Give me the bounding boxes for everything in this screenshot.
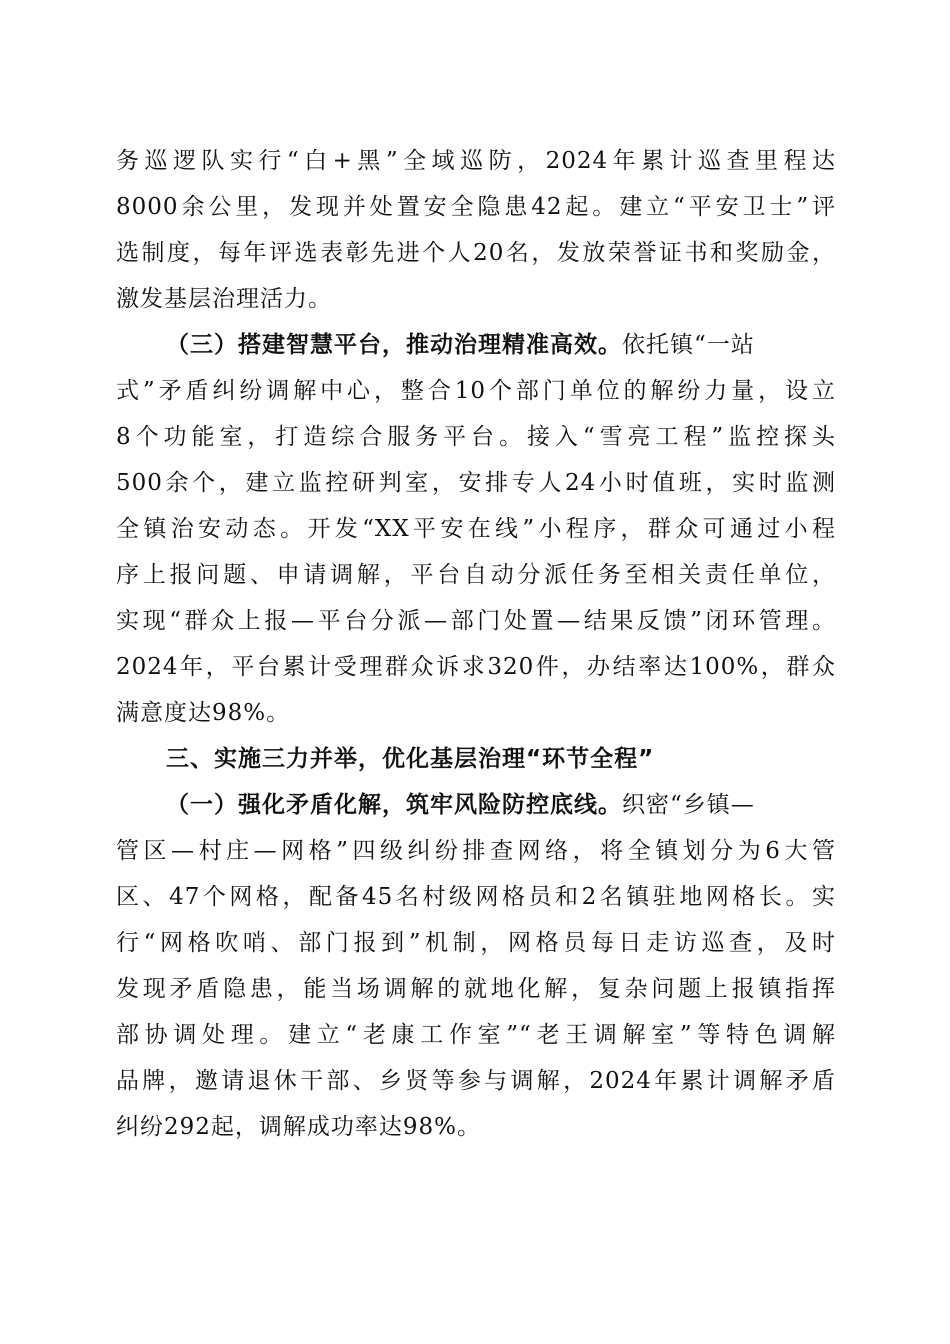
paragraph-line: 全镇治安动态。开发“XX平安在线”小程序，群众可通过小程: [116, 516, 836, 542]
paragraph-line: 8000余公里，发现并处置安全隐患42起。建立“平安卫士”评: [116, 194, 836, 220]
section-heading: 三、实施三力并举，优化基层治理“环节全程”: [166, 746, 655, 772]
paragraph-subheading: （一）强化矛盾化解，筑牢风险防控底线。: [166, 792, 622, 818]
paragraph-line: 部协调处理。建立“老康工作室”“老王调解室”等特色调解: [116, 1022, 836, 1048]
paragraph-line: 满意度达98%。: [116, 700, 291, 726]
paragraph-first-line: [166, 330, 836, 360]
paragraph-line: 500余个，建立监控研判室，安排专人24小时值班，实时监测: [116, 470, 836, 496]
paragraph-line: 实现“群众上报—平台分派—部门处置—结果反馈”闭环管理。: [116, 608, 836, 634]
paragraph-line: 纠纷292起，调解成功率达98%。: [116, 1114, 482, 1140]
paragraph-line: 行“网格吹哨、部门报到”机制，网格员每日走访巡查，及时: [116, 930, 836, 956]
paragraph-line: 2024年，平台累计受理群众诉求320件，办结率达100%，群众: [116, 654, 836, 680]
paragraph-line: 序上报问题、申请调解，平台自动分派任务至相关责任单位，: [116, 562, 836, 588]
paragraph-line: 管区—村庄—网格”四级纠纷排查网络，将全镇划分为6大管: [116, 838, 836, 864]
paragraph-first-line: [166, 790, 836, 820]
paragraph-line: 激发基层治理活力。: [116, 286, 332, 312]
paragraph-line: 区、47个网格，配备45名村级网格员和2名镇驻地网格长。实: [116, 884, 836, 910]
paragraph-text: 织密“乡镇—: [622, 792, 755, 818]
paragraph-line: 8个功能室，打造综合服务平台。接入“雪亮工程”监控探头: [116, 424, 836, 450]
paragraph-line: 式”矛盾纠纷调解中心，整合10个部门单位的解纷力量，设立: [116, 378, 836, 404]
paragraph-text: 依托镇“一站: [622, 332, 755, 358]
paragraph-subheading: （三）搭建智慧平台，推动治理精准高效。: [166, 332, 622, 358]
paragraph-line: 务巡逻队实行“白+黑”全域巡防，2024年累计巡查里程达: [116, 148, 836, 174]
paragraph-line: 选制度，每年评选表彰先进个人20名，发放荣誉证书和奖励金，: [116, 240, 836, 266]
paragraph-line: 品牌，邀请退休干部、乡贤等参与调解，2024年累计调解矛盾: [116, 1068, 836, 1094]
paragraph-line: 发现矛盾隐患，能当场调解的就地化解，复杂问题上报镇指挥: [116, 976, 836, 1002]
